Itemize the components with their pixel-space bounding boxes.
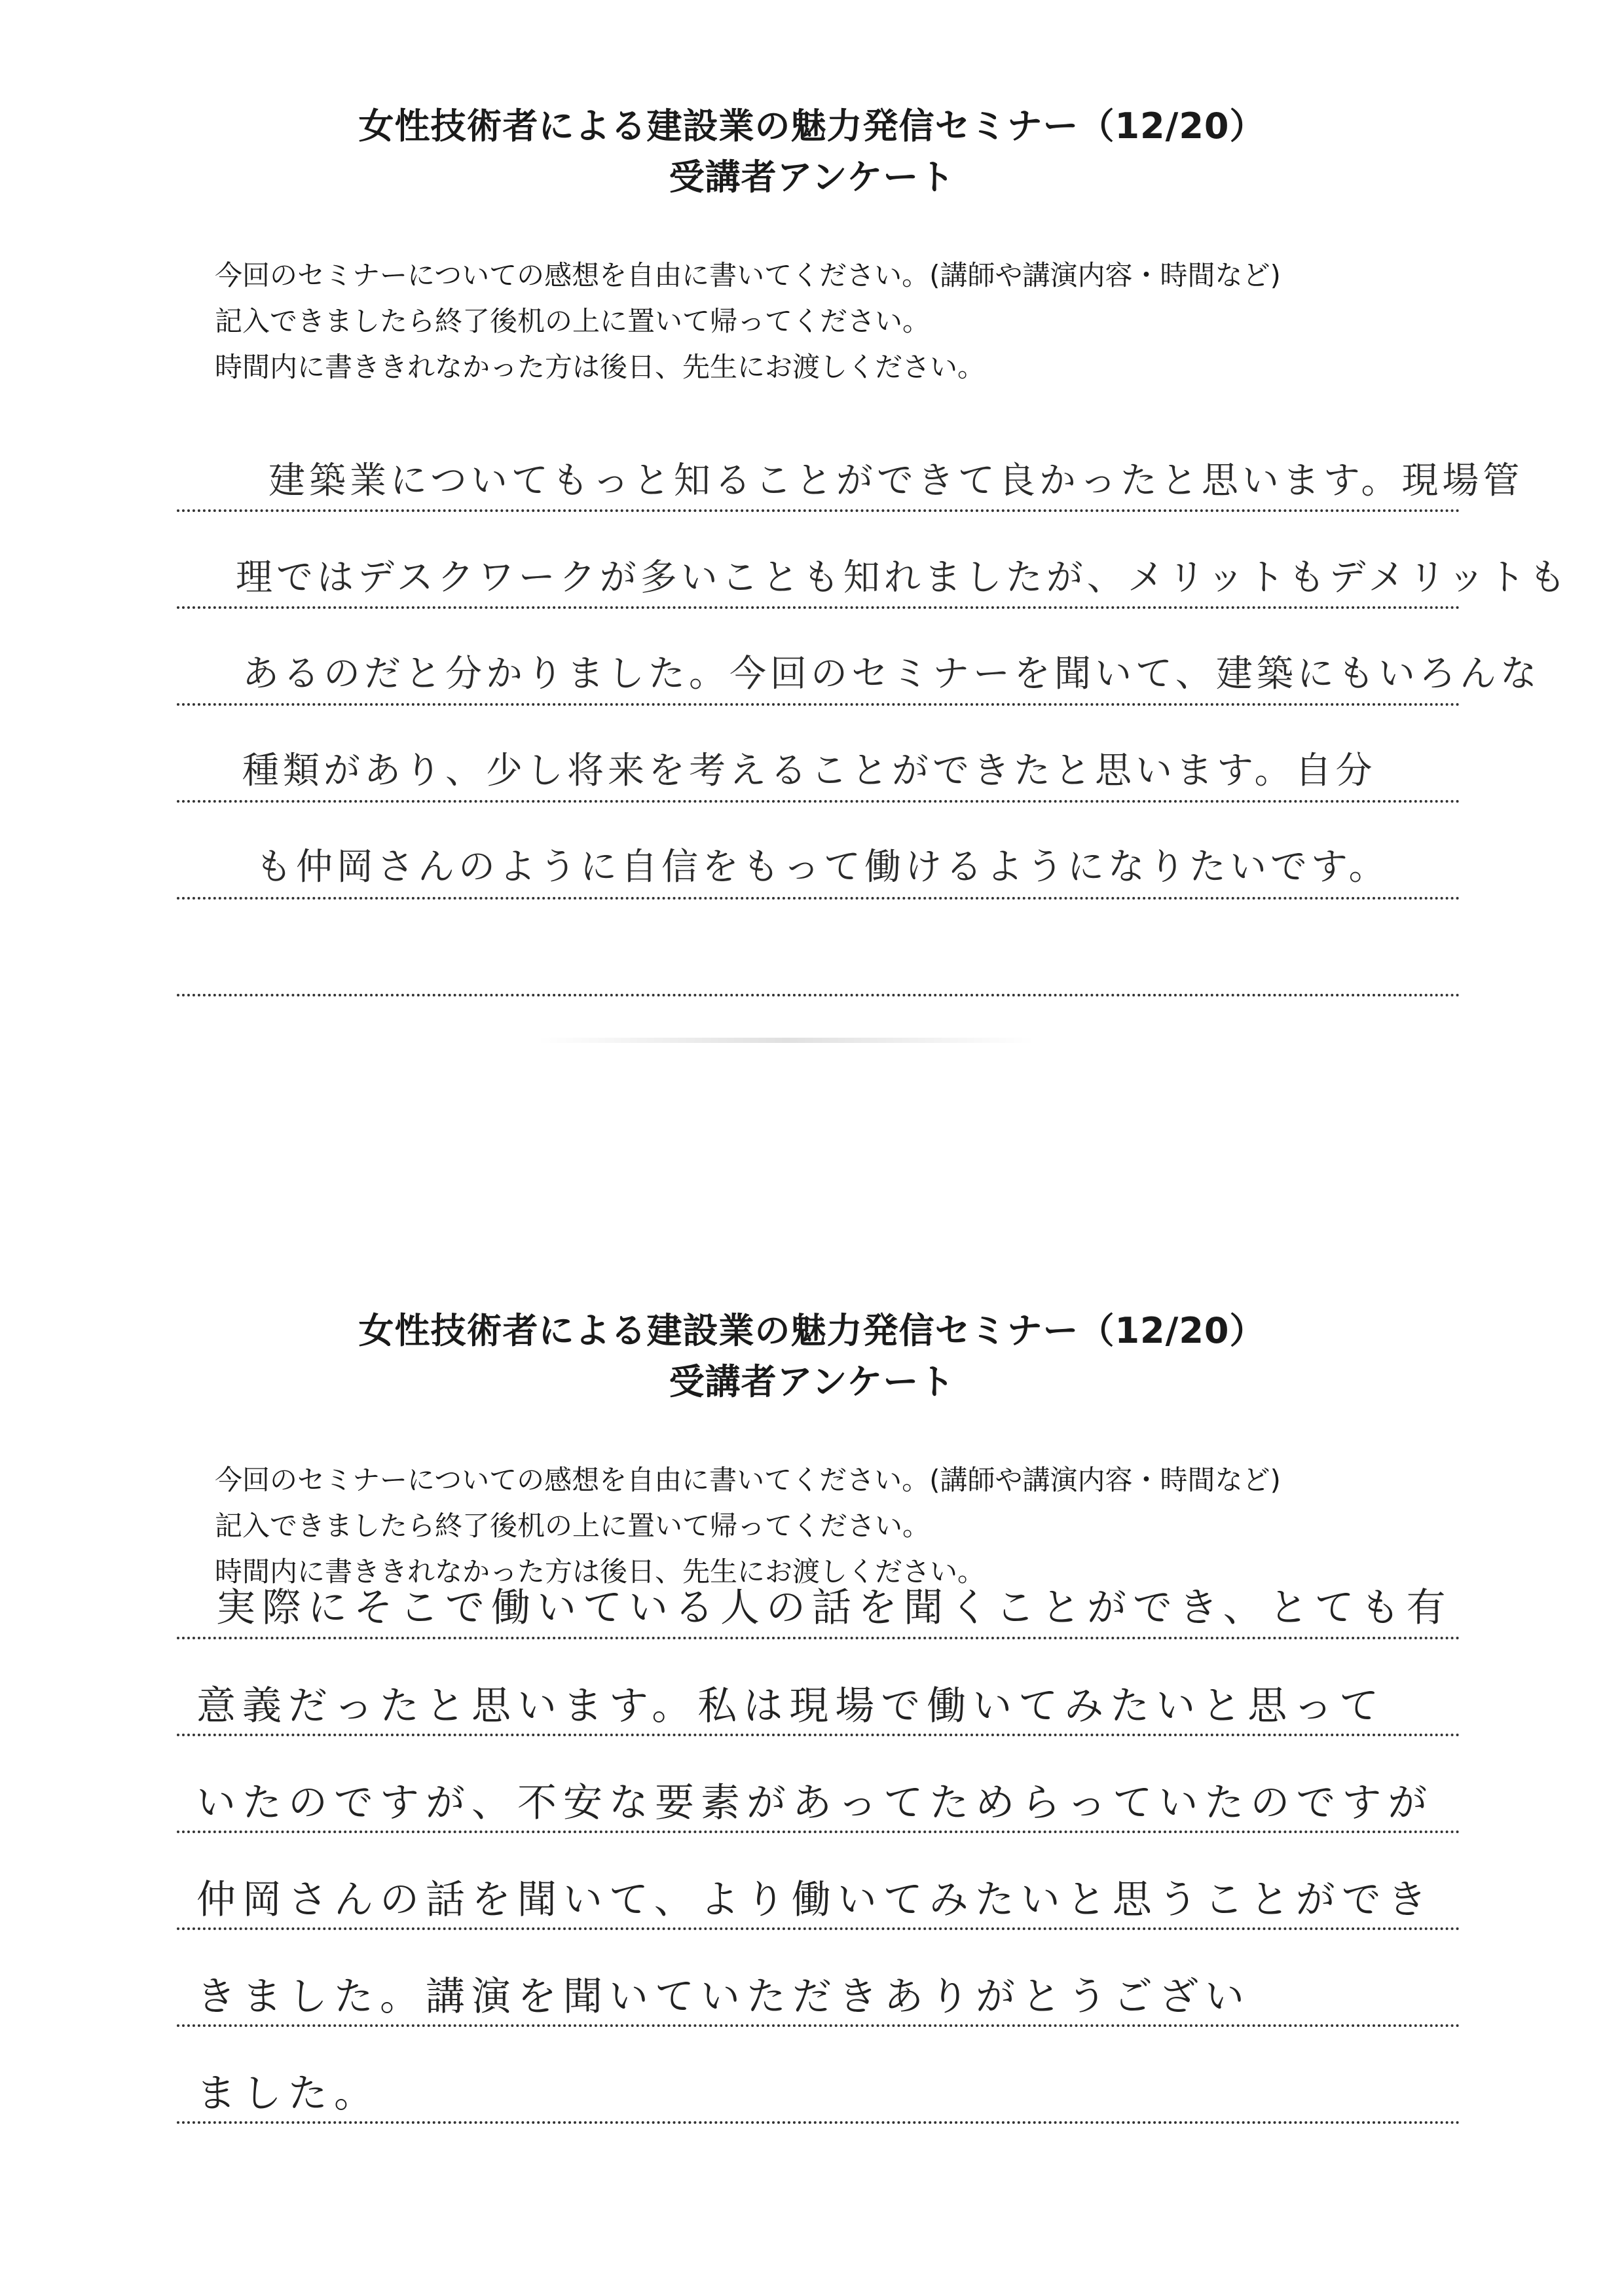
handwritten-line: 建築業についてもっと知ることができて良かったと思います。現場管 bbox=[268, 460, 1524, 502]
instruction-line: 今回のセミナーについての感想を自由に書いてください。(講師や講演内容・時間など) bbox=[215, 259, 1281, 291]
handwritten-line: 実際にそこで働いている人の話を聞くことができ、とても有 bbox=[216, 1585, 1452, 1631]
ruled-line bbox=[177, 2024, 1460, 2027]
instruction-line: 記入できましたら終了後机の上に置いて帰ってください。 bbox=[215, 305, 931, 337]
scan-artifact bbox=[537, 1038, 1035, 1043]
handwritten-line: 意義だったと思います。私は現場で働いてみたいと思って bbox=[196, 1683, 1386, 1729]
handwritten-line: いたのですが、不安な要素があってためらっていたのですが bbox=[196, 1780, 1434, 1826]
ruled-line bbox=[177, 509, 1460, 512]
handwritten-line: も仲岡さんのように自信をもって働けるようになりたいです。 bbox=[255, 846, 1390, 888]
ruled-line bbox=[177, 1927, 1460, 1930]
instruction-line: 今回のセミナーについての感想を自由に書いてください。(講師や講演内容・時間など) bbox=[215, 1464, 1281, 1496]
ruled-line bbox=[177, 994, 1460, 996]
ruled-line bbox=[177, 1831, 1460, 1833]
handwritten-line: 仲岡さんの話を聞いて、より働いてみたいと思うことができ bbox=[196, 1877, 1433, 1923]
instruction-line: 時間内に書ききれなかった方は後日、先生にお渡しください。 bbox=[215, 1556, 986, 1588]
instruction-line: 記入できましたら終了後机の上に置いて帰ってください。 bbox=[215, 1510, 931, 1542]
ruled-line bbox=[177, 2121, 1460, 2124]
instruction-line: 時間内に書ききれなかった方は後日、先生にお渡しください。 bbox=[215, 351, 986, 383]
ruled-line bbox=[177, 703, 1460, 706]
ruled-line bbox=[177, 800, 1460, 803]
handwritten-line: ました。 bbox=[196, 2071, 380, 2117]
form-title: 女性技術者による建設業の魅力発信セミナー（12/20） bbox=[358, 105, 1266, 147]
handwritten-line: きました。講演を聞いていただきありがとうござい bbox=[196, 1974, 1251, 2020]
ruled-line bbox=[177, 897, 1460, 900]
handwritten-line: あるのだと分かりました。今回のセミナーを聞いて、建築にもいろんな bbox=[242, 653, 1541, 695]
ruled-line bbox=[177, 606, 1460, 609]
form-title: 女性技術者による建設業の魅力発信セミナー（12/20） bbox=[358, 1310, 1266, 1351]
handwritten-line: 種類があり、少し将来を考えることができたと思います。自分 bbox=[242, 750, 1376, 792]
form-subtitle: 受講者アンケート bbox=[669, 156, 955, 198]
ruled-line bbox=[177, 1734, 1460, 1736]
handwritten-line: 理ではデスクワークが多いことも知れましたが、メリットもデメリットも bbox=[236, 556, 1570, 599]
form-subtitle: 受講者アンケート bbox=[669, 1361, 955, 1402]
ruled-line bbox=[177, 1637, 1460, 1639]
